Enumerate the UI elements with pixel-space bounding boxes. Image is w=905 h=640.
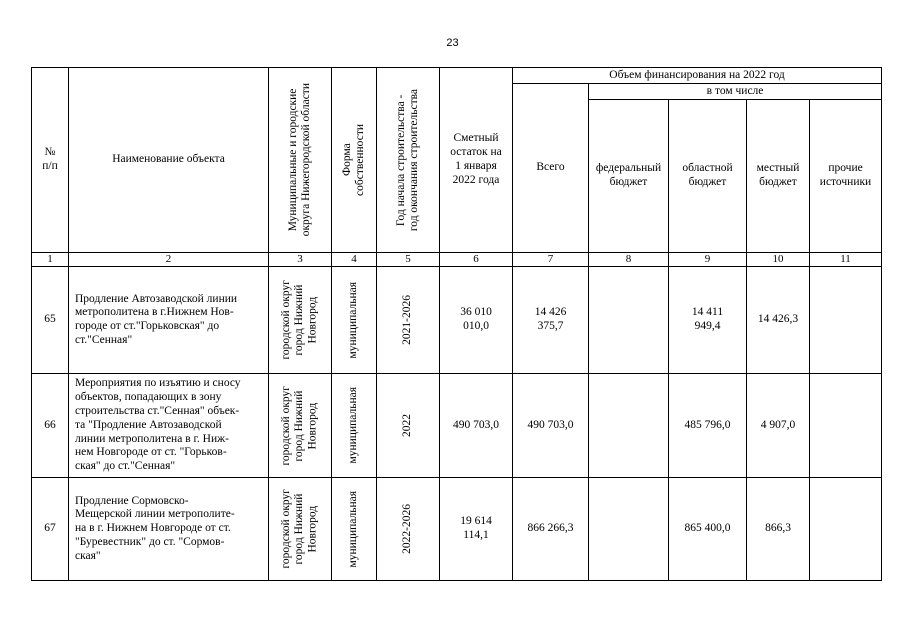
row-federal — [589, 374, 669, 478]
row-federal — [589, 478, 669, 581]
table-row — [32, 267, 882, 374]
row-balance: 19 614 114,1 — [440, 478, 513, 581]
header-years: Год начала строительства - год окончания строительства — [377, 68, 440, 253]
row-other — [810, 374, 882, 478]
header-number: № п/п — [32, 68, 69, 253]
row-ownership: муниципальная — [332, 478, 377, 581]
row-number: 66 — [32, 374, 69, 478]
row-ownership: муниципальная — [332, 267, 377, 374]
header-ownership: Форма собственности — [332, 68, 377, 253]
column-number: 2 — [69, 253, 269, 267]
row-years: 2022 — [377, 374, 440, 478]
row-regional: 485 796,0 — [669, 374, 747, 478]
row-regional: 865 400,0 — [669, 478, 747, 581]
header-other: прочие источники — [810, 100, 882, 253]
row-local: 4 907,0 — [747, 374, 810, 478]
header-balance: Сметный остаток на 1 января 2022 года — [440, 68, 513, 253]
header-object-name: Наименование объекта — [69, 68, 269, 253]
column-number: 7 — [513, 253, 589, 267]
row-district: городской округ город Нижний Новгород — [269, 374, 332, 478]
row-object-name: Мероприятия по изъятию и сносу объектов, попадающих в зону строительства ст."Сенная" объек- та "Продление Автозаводской линии метрополитена в г. Ниж- нем Новгороде от ст. "Горьков- ская" до ст."Сенная" — [69, 374, 269, 478]
row-local: 14 426,3 — [747, 267, 810, 374]
column-number: 3 — [269, 253, 332, 267]
financing-table — [31, 67, 882, 581]
column-number: 9 — [669, 253, 747, 267]
row-object-name: Продление Сормовско- Мещерской линии метрополите- на в г. Нижнем Новгороде от ст. "Буревестник" до ст. "Сормов- ская" — [69, 478, 269, 581]
row-district: городской округ город Нижний Новгород — [269, 267, 332, 374]
column-number: 4 — [332, 253, 377, 267]
row-federal — [589, 267, 669, 374]
row-object-name: Продление Автозаводской линии метрополитена в г.Нижнем Нов- городе от ст."Горьковская" до ст."Сенная" — [69, 267, 269, 374]
column-number: 5 — [377, 253, 440, 267]
row-number: 65 — [32, 267, 69, 374]
row-balance: 490 703,0 — [440, 374, 513, 478]
row-years: 2022-2026 — [377, 478, 440, 581]
row-balance: 36 010 010,0 — [440, 267, 513, 374]
row-local: 866,3 — [747, 478, 810, 581]
header-federal: федеральный бюджет — [589, 100, 669, 253]
page-number: 23 — [446, 37, 459, 49]
header-local: местный бюджет — [747, 100, 810, 253]
header-regional: областной бюджет — [669, 100, 747, 253]
table-row — [32, 374, 882, 478]
column-number: 1 — [32, 253, 69, 267]
row-years: 2021-2026 — [377, 267, 440, 374]
header-funding-group: Объем финансирования на 2022 год — [513, 68, 882, 84]
row-district: городской округ город Нижний Новгород — [269, 478, 332, 581]
row-total: 490 703,0 — [513, 374, 589, 478]
header-total: Всего — [513, 84, 589, 253]
row-other — [810, 478, 882, 581]
column-number: 8 — [589, 253, 669, 267]
row-regional: 14 411 949,4 — [669, 267, 747, 374]
row-number: 67 — [32, 478, 69, 581]
row-other — [810, 267, 882, 374]
column-number: 10 — [747, 253, 810, 267]
row-ownership: муниципальная — [332, 374, 377, 478]
header-subgroup: в том числе — [589, 84, 882, 100]
column-numbers-row — [32, 253, 882, 267]
table-row — [32, 478, 882, 581]
header-district: Муниципальные и городские округа Нижегородской области — [269, 68, 332, 253]
column-number: 11 — [810, 253, 882, 267]
row-total: 866 266,3 — [513, 478, 589, 581]
column-number: 6 — [440, 253, 513, 267]
row-total: 14 426 375,7 — [513, 267, 589, 374]
